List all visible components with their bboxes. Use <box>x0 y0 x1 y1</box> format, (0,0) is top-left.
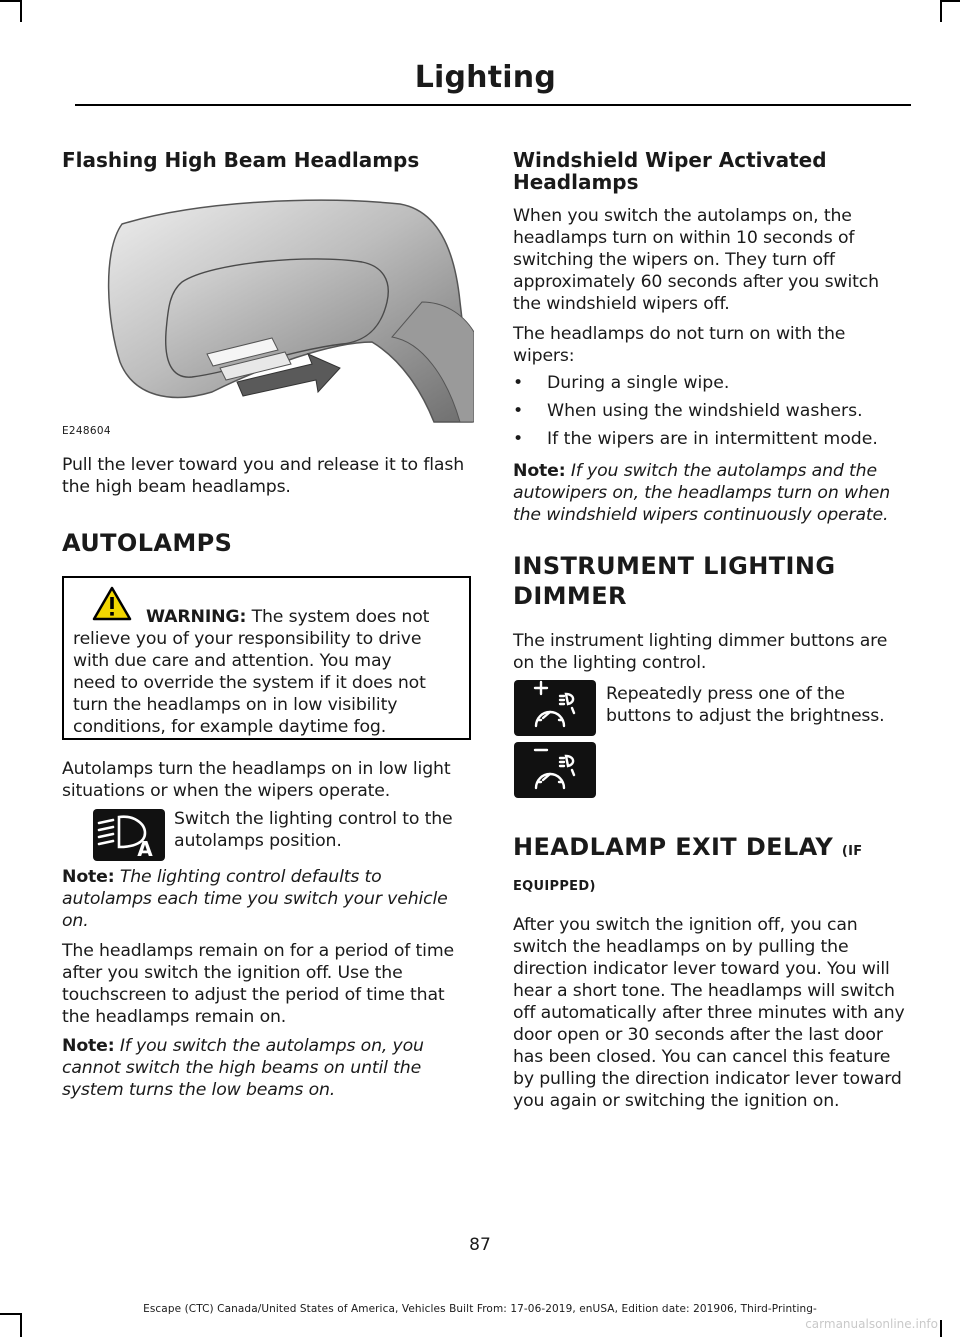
dimmer-heading <box>513 551 909 611</box>
exit-delay-description: After you switch the ignition off, you can switch the headlamps on by pulling the direction indicator lever toward you. You will hear a short tone. The headlamps will switch off automatically after three minutes with any door open or 30 seconds after the last door has been closed. You can cancel this feature by pulling the direction indicator lever toward you again or switching the ignition on. <box>513 915 905 1111</box>
note-defaults <box>62 866 476 932</box>
bullet-symbol: • <box>513 373 524 393</box>
switch-autolamps-text: Switch the lighting control to the autolamps position. <box>174 809 453 851</box>
not-on-text: The headlamps do not turn on with the wipers: <box>513 324 846 366</box>
figure-label: E248604 <box>62 425 111 437</box>
warning-text-start: The system does not <box>251 607 430 627</box>
watermark: carmanualsonline.info <box>805 1317 938 1331</box>
crop-mark-top-right-v <box>940 0 942 22</box>
autolamps-description: Autolamps turn the headlamps on in low light situations or when the wipers operate. <box>62 759 451 801</box>
exit-delay-title: HEADLAMP EXIT DELAY <box>513 833 834 861</box>
warning-line: conditions, for example daytime fog. <box>73 717 387 737</box>
autolamps-heading: AUTOLAMPS <box>62 529 233 557</box>
bullet-symbol: • <box>513 429 524 449</box>
note-label: Note: <box>513 461 566 481</box>
wiper-headlamps-heading: Windshield Wiper Activated Headlamps <box>513 148 827 194</box>
flashing-high-beam-heading: Flashing High Beam Headlamps <box>62 148 420 172</box>
exit-delay-equipped-text: EQUIPPED) <box>513 879 596 894</box>
note-defaults-text: The lighting control defaults to autolamps each time you switch your vehicle on. <box>62 867 448 931</box>
note-label: Note: <box>62 867 115 887</box>
mirror-illustration <box>62 192 474 432</box>
list-item-text: If the wipers are in intermittent mode. <box>547 429 878 449</box>
headlamp-auto-icon <box>93 809 165 861</box>
warning-first-line <box>146 606 429 628</box>
crop-mark-top-left-v <box>20 0 22 22</box>
warning-line: with due care and attention. You may <box>73 651 392 671</box>
list-item-text: When using the windshield washers. <box>547 401 863 421</box>
exit-delay-heading <box>513 832 862 867</box>
exit-delay-equipped <box>513 867 596 902</box>
crop-mark-bottom-left <box>20 1313 22 1337</box>
wiper-description: When you switch the autolamps on, the headlamps turn on within 10 seconds of switching the wipers on. They turn off approximately 60 seconds after you switch the windshield wipers off. <box>513 206 879 314</box>
dimmer-heading-line2: DIMMER <box>513 582 627 610</box>
brightness-up-icon <box>514 680 596 736</box>
warning-box <box>62 576 471 740</box>
dimmer-plus-icon <box>514 680 596 736</box>
warning-line: relieve you of your responsibility to drive <box>73 629 422 649</box>
exit-delay-if: (IF <box>841 844 863 859</box>
dimmer-description: The instrument lighting dimmer buttons are on the lighting control. <box>513 631 888 673</box>
flash-instruction-text: Pull the lever toward you and release it to flash the high beam headlamps. <box>62 455 464 497</box>
warning-line: need to override the system if it does not <box>73 673 426 693</box>
warning-line: turn the headlamps on in low visibility <box>73 695 398 715</box>
headlamps-remain-text: The headlamps remain on for a period of time after you switch the ignition off. Use the touchscreen to adjust the period of time that the headlamps remain on. <box>62 941 454 1027</box>
bullet-symbol: • <box>513 401 524 421</box>
note-high-beams <box>62 1035 476 1101</box>
warning-label: WARNING: <box>146 607 247 627</box>
crop-mark-bottom-right <box>940 1320 942 1337</box>
page-number: 87 <box>469 1235 491 1255</box>
crop-mark-top-right <box>940 0 960 2</box>
brightness-down-icon <box>514 742 596 798</box>
dimmer-minus-icon <box>514 742 596 798</box>
note-high-beams-text: If you switch the autolamps on, you cannot switch the high beams on until the system turns the low beams on. <box>62 1036 424 1100</box>
press-buttons-text: Repeatedly press one of the buttons to adjust the brightness. <box>606 684 885 726</box>
page-header-title: Lighting <box>414 60 556 95</box>
svg-text:A: A <box>137 837 153 861</box>
edition-line: Escape (CTC) Canada/United States of America, Vehicles Built From: 17-06-2019, enUSA, Edition date: 201906, Third-Printing- <box>143 1303 817 1315</box>
list-item-text: During a single wipe. <box>547 373 730 393</box>
note-autowipers <box>513 460 913 526</box>
dimmer-heading-line1: INSTRUMENT LIGHTING <box>513 552 836 580</box>
note-label: Note: <box>62 1036 115 1056</box>
note-autowipers-text: If you switch the autolamps and the autowipers on, the headlamps turn on when the windshield wipers continuously operate. <box>513 461 891 525</box>
header-divider <box>75 104 911 106</box>
mirror-lever-figure <box>62 192 474 432</box>
crop-mark-top-left <box>0 0 20 2</box>
warning-triangle-icon <box>92 586 132 622</box>
autolamps-icon <box>93 809 165 861</box>
